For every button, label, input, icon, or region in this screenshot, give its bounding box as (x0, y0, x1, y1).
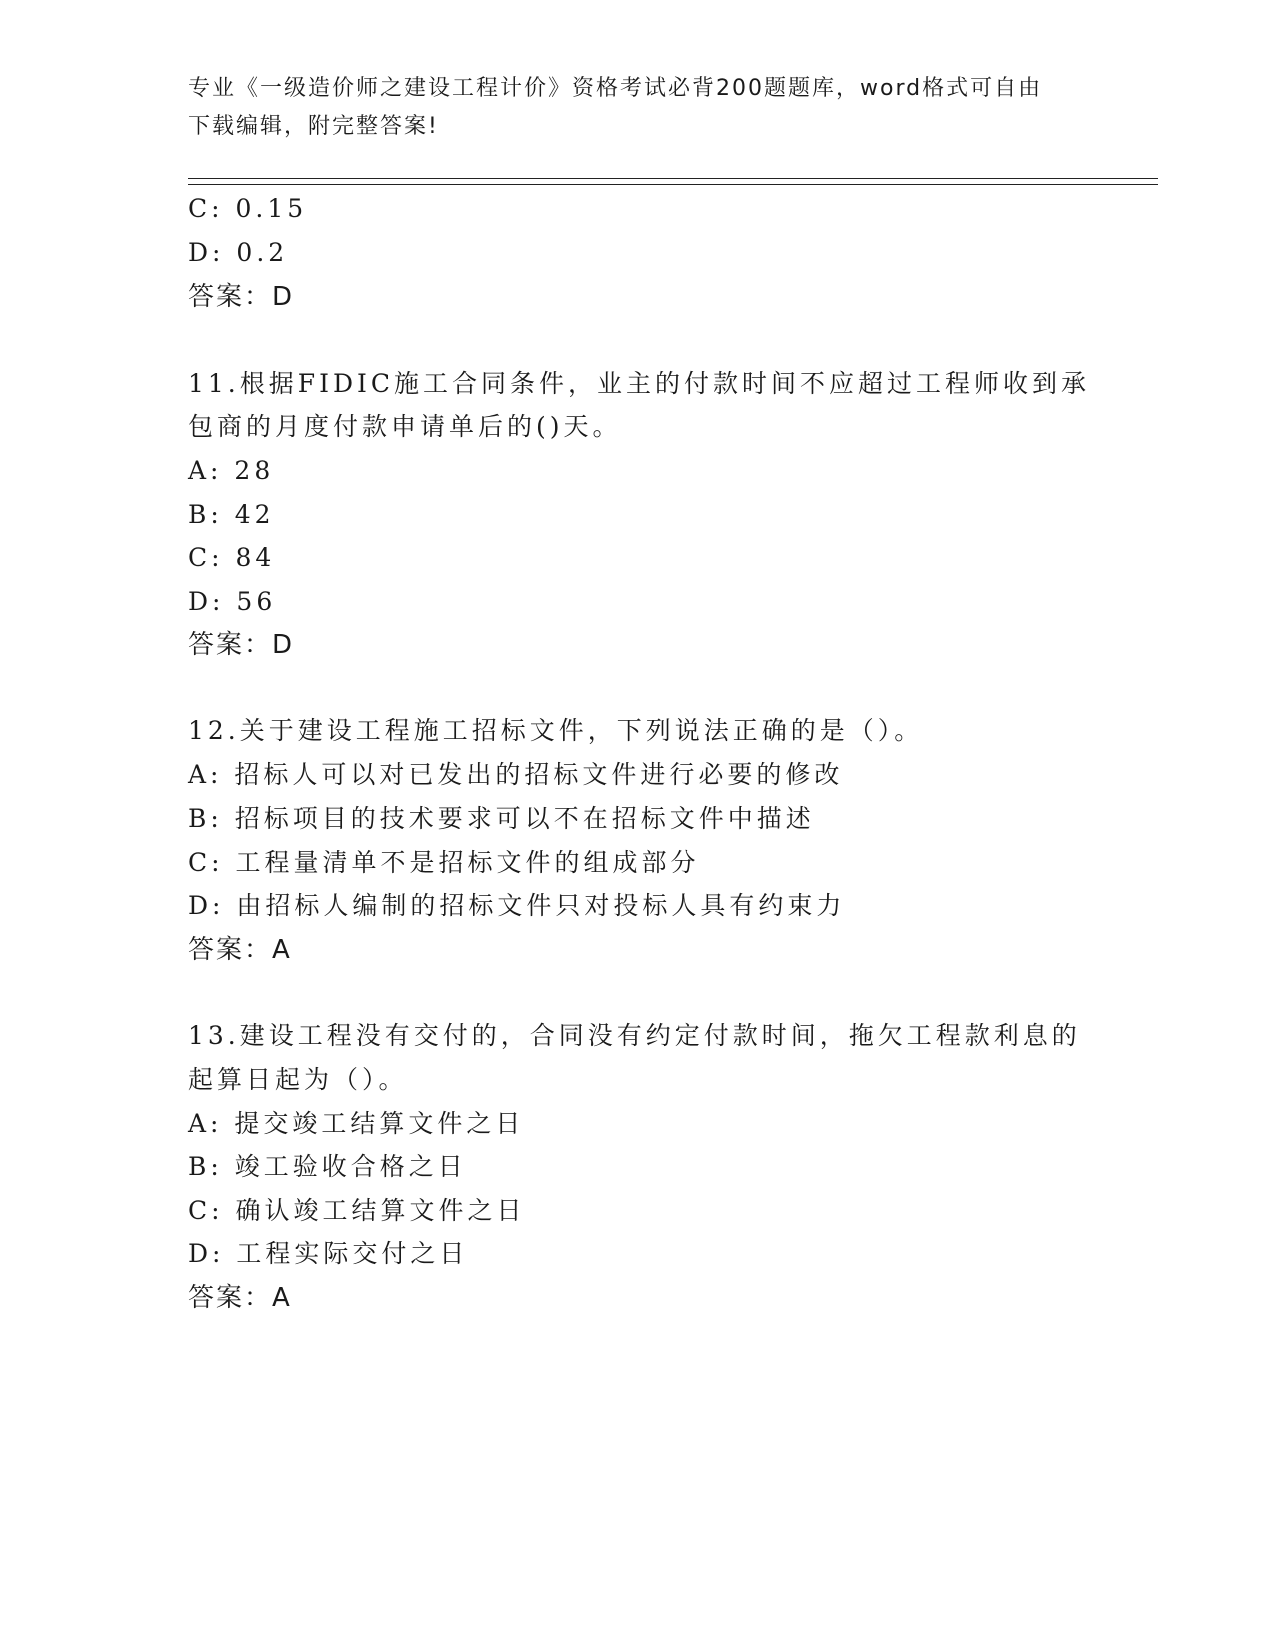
question-13-option-c: C: 确认竣工结算文件之日 (188, 1196, 526, 1225)
option-prev-c: C: 0.15 (188, 194, 308, 223)
answer-prev: 答案：D (188, 282, 295, 312)
document-header (188, 70, 1088, 146)
question-11-stem-line-2: 包商的月度付款申请单后的()天。 (188, 412, 622, 441)
question-12-option-b: B: 招标项目的技术要求可以不在招标文件中描述 (188, 804, 815, 833)
question-11-stem-line-1: 11.根据FIDIC施工合同条件，业主的付款时间不应超过工程师收到承 (188, 369, 1091, 398)
question-13-option-a: A: 提交竣工结算文件之日 (188, 1109, 525, 1138)
question-13-stem-line-1: 13.建设工程没有交付的，合同没有约定付款时间，拖欠工程款利息的 (188, 1021, 1081, 1050)
option-prev-d: D: 0.2 (188, 238, 289, 267)
header-line-2: 下载编辑，附完整答案! (188, 114, 439, 139)
question-12-stem: 12.关于建设工程施工招标文件，下列说法正确的是（）。 (188, 716, 924, 745)
question-12-answer: 答案：A (188, 935, 292, 965)
question-13-stem-line-2: 起算日起为（）。 (188, 1065, 408, 1094)
question-13-option-d: D: 工程实际交付之日 (188, 1239, 469, 1268)
header-double-rule (188, 178, 1158, 185)
question-11-option-c: C: 84 (188, 543, 276, 572)
question-11-option-a: A: 28 (188, 456, 275, 485)
question-11-option-d: D: 56 (188, 587, 277, 616)
question-12-option-c: C: 工程量清单不是招标文件的组成部分 (188, 848, 700, 877)
question-12-option-a: A: 招标人可以对已发出的招标文件进行必要的修改 (188, 760, 844, 789)
question-12-option-d: D: 由招标人编制的招标文件只对投标人具有约束力 (188, 891, 846, 920)
question-13-option-b: B: 竣工验收合格之日 (188, 1152, 467, 1181)
question-11-answer: 答案：D (188, 630, 295, 660)
question-13-answer: 答案：A (188, 1283, 292, 1313)
header-line-1: 专业《一级造价师之建设工程计价》资格考试必背200题题库，word格式可自由 (188, 76, 1043, 101)
question-11-option-b: B: 42 (188, 500, 275, 529)
